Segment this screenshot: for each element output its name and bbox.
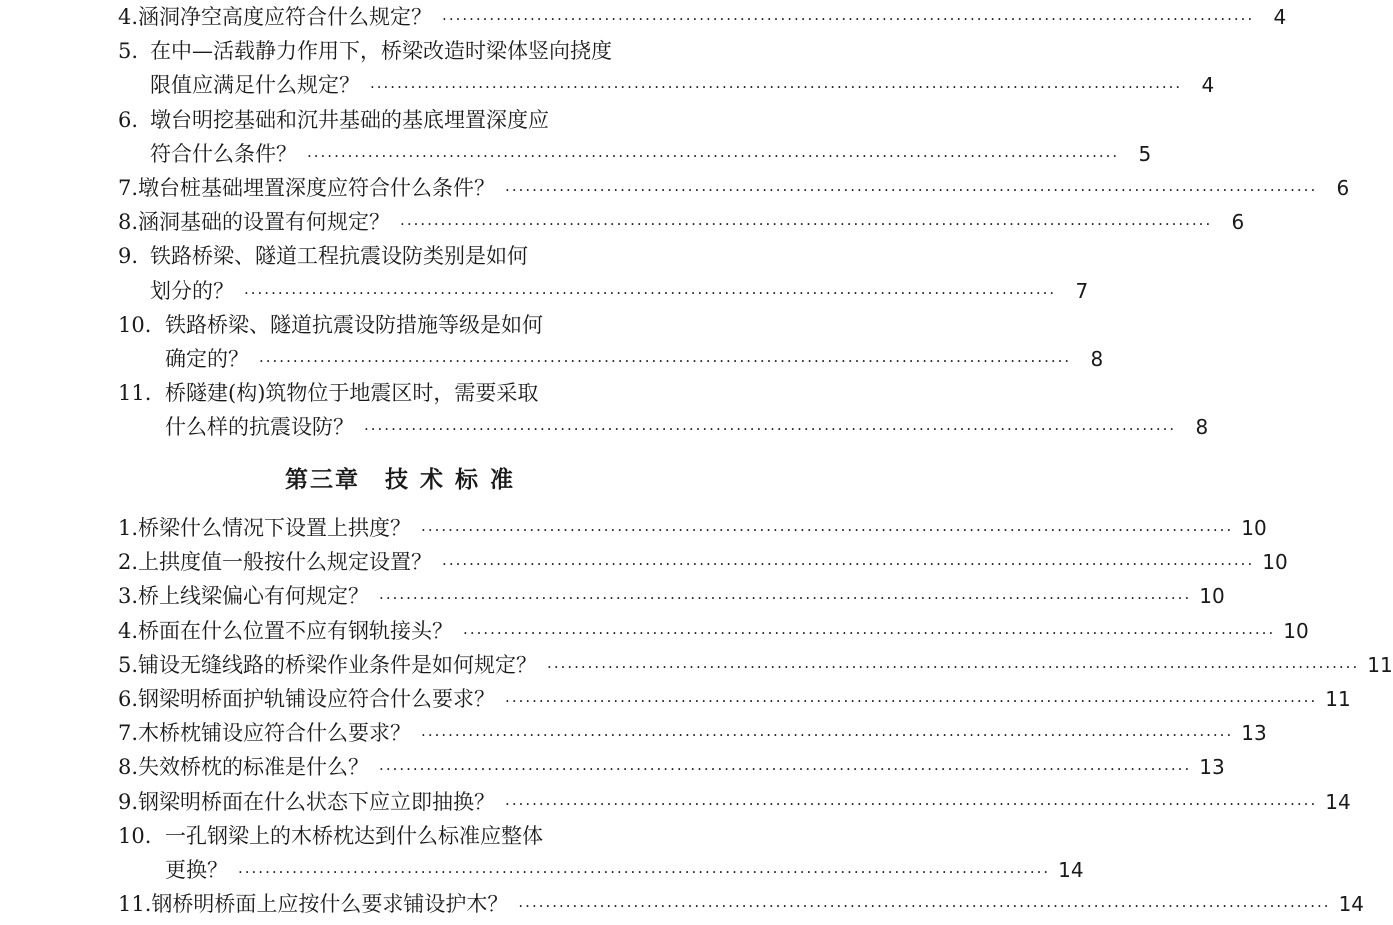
chapter-heading: 第三章 技 术 标 准	[284, 467, 516, 493]
toc-page-number: 4	[1273, 5, 1287, 29]
toc-entry-number: 9.	[118, 789, 139, 814]
toc-entry-number: 10.	[118, 312, 152, 337]
toc-entry-number: 11.	[118, 381, 152, 406]
toc-entry-line	[118, 310, 700, 340]
toc-page-number: 14	[1058, 858, 1084, 882]
toc-entry-title: 桥隧建(构)筑物位于地震区时，需要采取	[165, 381, 539, 406]
toc-entry-number: 1.	[118, 516, 139, 540]
toc-page-number: 8	[1090, 347, 1104, 371]
toc-entry-title: 桥梁什么情况下设置上拱度？	[138, 516, 412, 540]
toc-entry-title: 上拱度值一般按什么规定设置？	[138, 550, 433, 575]
toc-entry-line	[118, 173, 1350, 203]
dot-leader: ························································································································	[379, 760, 1192, 779]
toc-entry-number: 5.	[118, 39, 139, 64]
toc-entry-title: 限值应满足什么规定？	[150, 73, 360, 98]
toc-entry-title: 什么样的抗震设防？	[165, 415, 354, 440]
toc-entry-line	[118, 787, 1351, 817]
toc-entry-title: 铺设无缝线路的桥梁作业条件是如何规定？	[138, 652, 538, 677]
toc-page-number: 4	[1201, 73, 1215, 98]
toc-page-number: 14	[1325, 789, 1351, 814]
toc-entry-number: 11.	[118, 892, 152, 917]
toc-page-number: 8	[1195, 415, 1209, 440]
dot-leader: ························································································································	[505, 692, 1318, 710]
toc-entry-line	[118, 513, 1267, 543]
dot-leader: ························································································································	[379, 589, 1192, 608]
toc-entry-line	[165, 412, 1209, 442]
toc-entry-number: 7.	[118, 721, 139, 746]
toc-page-number: 10	[1199, 584, 1225, 609]
toc-entry-line	[118, 241, 700, 271]
toc-entry-number: 7.	[118, 176, 139, 200]
toc-page-number: 11	[1367, 652, 1393, 677]
toc-entry-title: 铁路桥梁、隧道抗震设防措施等级是如何	[165, 312, 543, 337]
toc-entry-line	[165, 344, 1104, 374]
toc-entry-title: 桥面在什么位置不应有钢轨接头？	[138, 618, 454, 643]
toc-entry-line	[118, 2, 1287, 32]
toc-entry-title: 铁路桥梁、隧道工程抗震设防类别是如何	[150, 244, 528, 269]
toc-page-number: 10	[1283, 618, 1309, 643]
dot-leader: ························································································································	[421, 726, 1234, 745]
toc-page-number: 6	[1231, 210, 1245, 235]
dot-leader: ························································································································	[259, 352, 1072, 370]
toc-entry-title: 划分的？	[150, 278, 234, 303]
dot-leader: ························································································································	[442, 555, 1255, 574]
toc-page-number: 10	[1241, 516, 1267, 540]
toc-entry-title: 钢梁明桥面在什么状态下应立即抽换？	[138, 789, 496, 814]
toc-entry-line	[165, 855, 1084, 885]
toc-entry-line	[118, 207, 1245, 237]
toc-entry-title: 一孔钢梁上的木桥枕达到什么标准应整体	[165, 823, 543, 848]
toc-entry-line	[150, 276, 1089, 306]
toc-entry-line	[118, 718, 1267, 748]
toc-page-number: 14	[1338, 892, 1365, 917]
toc-entry-line	[118, 378, 700, 408]
toc-page-number: 6	[1336, 176, 1350, 200]
toc-entry-number: 9.	[118, 244, 139, 269]
toc-entry-line	[118, 650, 1393, 680]
toc-entry-title: 在中—活载静力作用下，桥梁改造时梁体竖向挠度	[150, 39, 612, 64]
toc-entry-title: 涵洞净空高度应符合什么规定？	[138, 5, 433, 29]
dot-leader: ························································································································	[518, 897, 1331, 916]
dot-leader: ························································································································	[238, 863, 1051, 881]
toc-entry-title: 钢梁明桥面护轨铺设应符合什么要求？	[138, 687, 496, 711]
toc-entry-line	[118, 36, 700, 66]
toc-entry-line	[118, 889, 1365, 919]
toc-entry-number: 6.	[118, 107, 139, 132]
toc-page-number: 13	[1199, 755, 1225, 780]
toc-entry-title: 失效桥枕的标准是什么？	[138, 755, 370, 780]
toc-entry-number: 4.	[118, 618, 139, 643]
toc-page-number: 5	[1138, 141, 1152, 166]
toc-entry-line	[150, 70, 1215, 100]
toc-entry-number: 8.	[118, 210, 139, 235]
toc-entry-number: 3.	[118, 584, 139, 609]
toc-entry-line	[118, 105, 700, 135]
toc-entry-number: 8.	[118, 755, 139, 780]
toc-entry-title: 桥上线梁偏心有何规定？	[138, 584, 370, 609]
dot-leader: ························································································································	[505, 181, 1318, 199]
dot-leader: ························································································································	[505, 794, 1318, 813]
toc-entry-title: 涵洞基础的设置有何规定？	[138, 210, 391, 235]
toc-entry-title: 符合什么条件？	[150, 141, 297, 166]
dot-leader: ························································································································	[370, 78, 1183, 97]
toc-page-number: 11	[1325, 687, 1351, 711]
toc-page-number: 13	[1241, 721, 1267, 746]
toc-entry-number: 2.	[118, 550, 139, 575]
dot-leader: ························································································································	[547, 657, 1360, 676]
dot-leader: ························································································································	[244, 283, 1057, 302]
toc-entry-number: 10.	[118, 823, 152, 848]
toc-entry-number: 4.	[118, 5, 139, 29]
toc-entry-title: 墩台桩基础埋置深度应符合什么条件？	[138, 176, 496, 200]
toc-entry-title: 更换？	[165, 858, 228, 882]
toc-entry-line	[118, 581, 1225, 611]
dot-leader: ························································································································	[442, 10, 1255, 28]
toc-entry-title: 确定的？	[165, 347, 249, 371]
toc-page-number: 7	[1075, 278, 1089, 303]
toc-entry-line	[118, 752, 1225, 782]
toc-entry-title: 钢桥明桥面上应按什么要求铺设护木？	[151, 892, 509, 917]
dot-leader: ························································································································	[364, 420, 1177, 439]
toc-entry-line	[118, 547, 1288, 577]
toc-entry-line	[118, 684, 1351, 714]
toc-entry-number: 5.	[118, 652, 139, 677]
toc-entry-title: 墩台明挖基础和沉井基础的基底埋置深度应	[150, 107, 549, 132]
toc-page-number: 10	[1262, 550, 1288, 575]
toc-entry-number: 6.	[118, 687, 139, 711]
toc-entry-line	[150, 139, 1152, 169]
dot-leader: ························································································································	[400, 215, 1213, 234]
dot-leader: ························································································································	[463, 623, 1276, 642]
toc-entry-title: 木桥枕铺设应符合什么要求？	[138, 721, 412, 746]
dot-leader: ························································································································	[421, 521, 1234, 539]
dot-leader: ························································································································	[307, 146, 1120, 165]
toc-entry-line	[118, 616, 1309, 646]
toc-entry-line	[118, 821, 700, 851]
